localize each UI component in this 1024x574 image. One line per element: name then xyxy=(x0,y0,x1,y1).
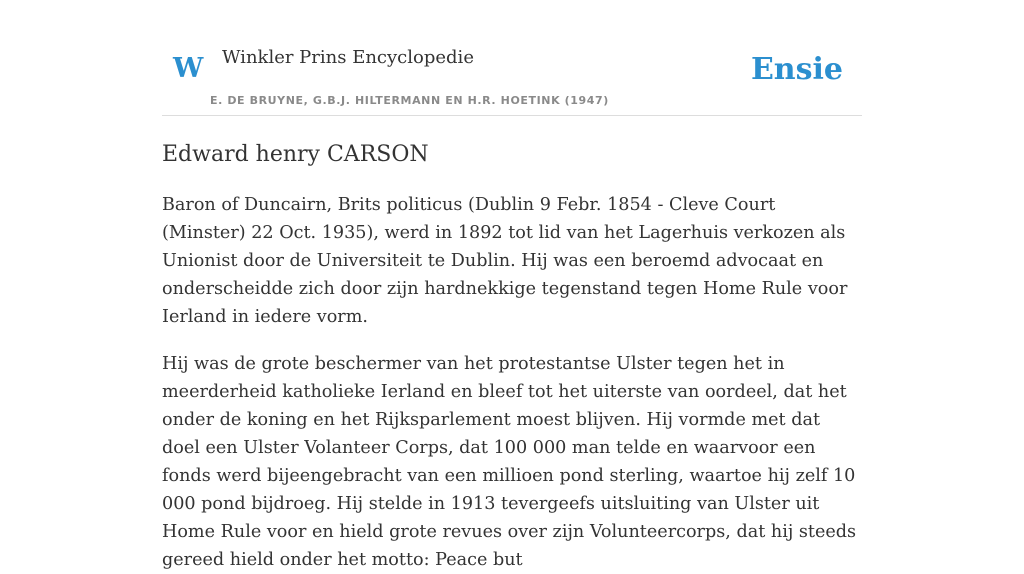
entry-paragraph: Baron of Duncairn, Brits politicus (Dublin 9 Febr. 1854 - Cleve Court (Minster) 22 Oct. 1935), werd in 1892 tot lid van het Lagerhuis verkozen als Unionist door de Universiteit te Dublin. Hij was een beroemd advocaat en onderscheidde zich door zijn hardnekkige tegenstand tegen Home Rule voor Ierland in iedere vorm. xyxy=(162,195,848,327)
document-page xyxy=(162,0,862,570)
winkler-prins-logo[interactable]: W xyxy=(173,53,204,84)
entry-title: Edward henry CARSON xyxy=(162,142,429,167)
page-header xyxy=(162,0,862,116)
publication-title[interactable]: Winkler Prins Encyclopedie xyxy=(222,47,474,68)
entry-paragraph: Hij was de grote beschermer van het protestantse Ulster tegen het in meerderheid katholieke Ierland en bleef tot het uiterste van oordeel, dat het onder de koning en het Rijksparlement moest blijven. Hij vormde met dat doel een Ulster Volanteer Corps, dat 100 000 man telde en waarvoor een fonds werd bijeengebracht van een millioen pond sterling, waartoe hij zelf 10 000 pond bijdroeg. Hij stelde in 1913 tevergeefs uitsluiting van Ulster uit Home Rule voor en hield grote revues over zijn Volunteercorps, dat hij steeds gereed hield onder het motto: Peace but xyxy=(162,354,857,570)
publication-authors: E. DE BRUYNE, G.B.J. HILTERMANN EN H.R. HOETINK (1947) xyxy=(210,94,609,107)
ensie-logo[interactable]: Ensie xyxy=(750,52,843,87)
entry-body xyxy=(162,191,862,574)
